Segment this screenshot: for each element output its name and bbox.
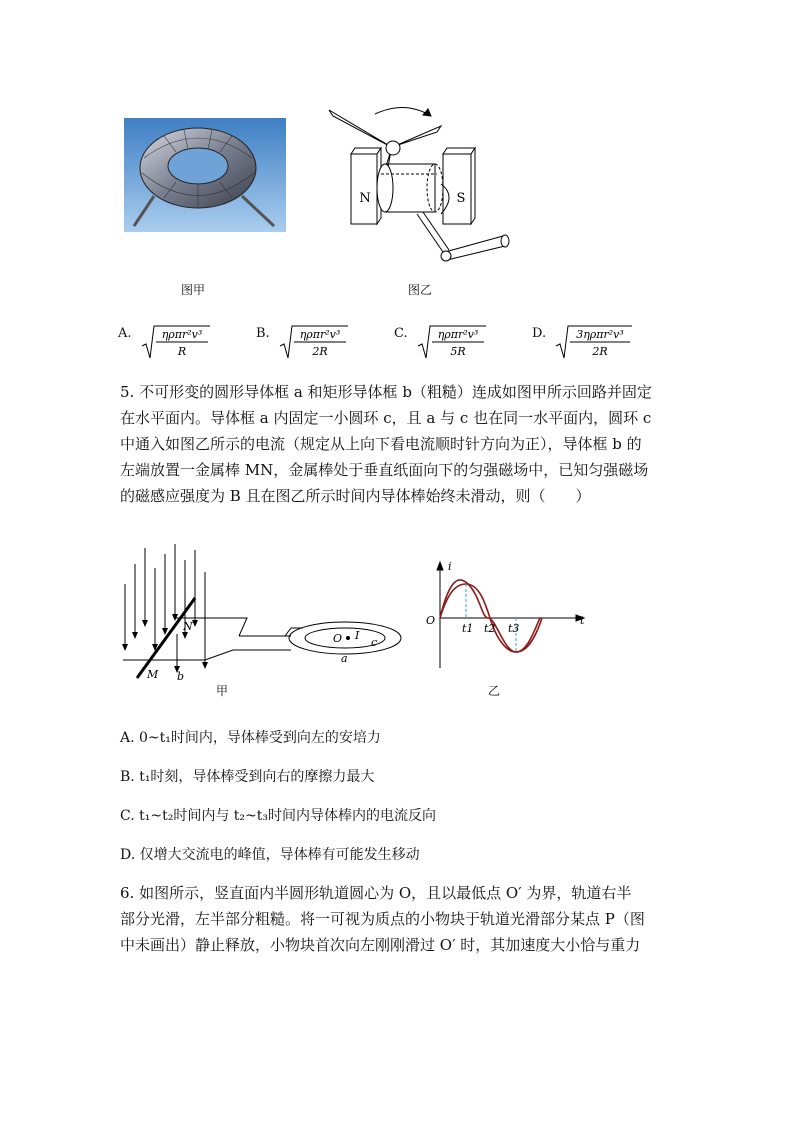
option-label: B. xyxy=(256,326,270,341)
q4-c-denominator: 5R xyxy=(450,345,466,358)
magnet-n-label: N xyxy=(359,191,371,206)
q4-b-numerator: ηρπr²v³ xyxy=(299,328,341,341)
label-N: N xyxy=(183,620,193,633)
option-label: A. xyxy=(118,326,132,341)
q5-line: 中通入如图乙所示的电流（规定从上向下看电流顺时针方向为正），导体框 b 的 xyxy=(120,435,642,453)
caption-jia: 甲 xyxy=(216,684,229,698)
q5-line: 的磁感应强度为 B 且在图乙所示时间内导体棒始终未滑动，则（ ） xyxy=(120,487,591,505)
q5-option-a: A. 0~t₁时间内，导体棒受到向左的安培力 xyxy=(120,730,381,746)
tick-t1: t1 xyxy=(462,622,474,635)
q4-b-denominator: 2R xyxy=(312,345,328,358)
tick-t2: t2 xyxy=(484,622,496,635)
label-c: c xyxy=(371,636,378,649)
caption-yi: 乙 xyxy=(488,684,501,698)
wind-turbine-photo xyxy=(124,118,286,232)
q4-a-numerator: ηρπr²v³ xyxy=(161,328,203,341)
q4-d-denominator: 2R xyxy=(592,345,608,358)
q5-line: 5. 不可形变的圆形导体框 a 和矩形导体框 b（粗糙）连成如图甲所示回路并固定 xyxy=(120,383,652,401)
label-a: a xyxy=(341,652,348,665)
q5-option-b: B. t₁时刻，导体棒受到向右的摩擦力最大 xyxy=(120,769,375,785)
q4-a-denominator: R xyxy=(177,345,187,358)
q5-option-d: D. 仅增大交流电的峰值，导体棒有可能发生移动 xyxy=(120,847,420,863)
magnet-s-label: S xyxy=(456,191,466,206)
axis-t-label: t xyxy=(580,614,585,627)
caption-figure-a: 图甲 xyxy=(181,283,206,297)
label-O: O xyxy=(333,632,343,645)
q6-line: 6. 如图所示，竖直面内半圆形轨道圆心为 O，且以最低点 O′ 为界，轨道右半 xyxy=(120,884,632,902)
q6-line: 中未画出）静止释放，小物块首次向左刚刚滑过 O′ 时，其加速度大小恰与重力 xyxy=(120,936,641,954)
origin-label: O xyxy=(426,614,436,627)
generator-diagram xyxy=(325,100,525,270)
tick-t3: t3 xyxy=(508,622,520,635)
q4-d-numerator: 3ηρπr²v³ xyxy=(576,328,624,341)
option-label: D. xyxy=(532,326,547,341)
label-b: b xyxy=(177,670,185,683)
circuit-diagram xyxy=(115,538,415,688)
q5-option-c: C. t₁~t₂时间内与 t₂~t₃时间内导体棒内的电流反向 xyxy=(120,808,436,824)
q4-formulas xyxy=(138,322,738,362)
current-graph xyxy=(420,556,595,676)
q5-line: 左端放置一金属棒 MN，金属棒处于垂直纸面向下的匀强磁场中，已知匀强磁场 xyxy=(120,461,649,479)
q4-c-numerator: ηρπr²v³ xyxy=(437,328,479,341)
option-label: C. xyxy=(394,326,408,341)
label-M: M xyxy=(147,668,159,681)
caption-figure-b: 图乙 xyxy=(408,283,433,297)
axis-i-label: i xyxy=(448,560,452,573)
q4-option-a xyxy=(118,326,132,341)
q5-line: 在水平面内。导体框 a 内固定一小圆环 c，且 a 与 c 也在同一水平面内，圆环 c xyxy=(120,409,652,427)
label-I: I xyxy=(355,629,360,642)
q6-line: 部分光滑，左半部分粗糙。将一可视为质点的小物块于轨道光滑部分某点 P（图 xyxy=(120,910,645,928)
